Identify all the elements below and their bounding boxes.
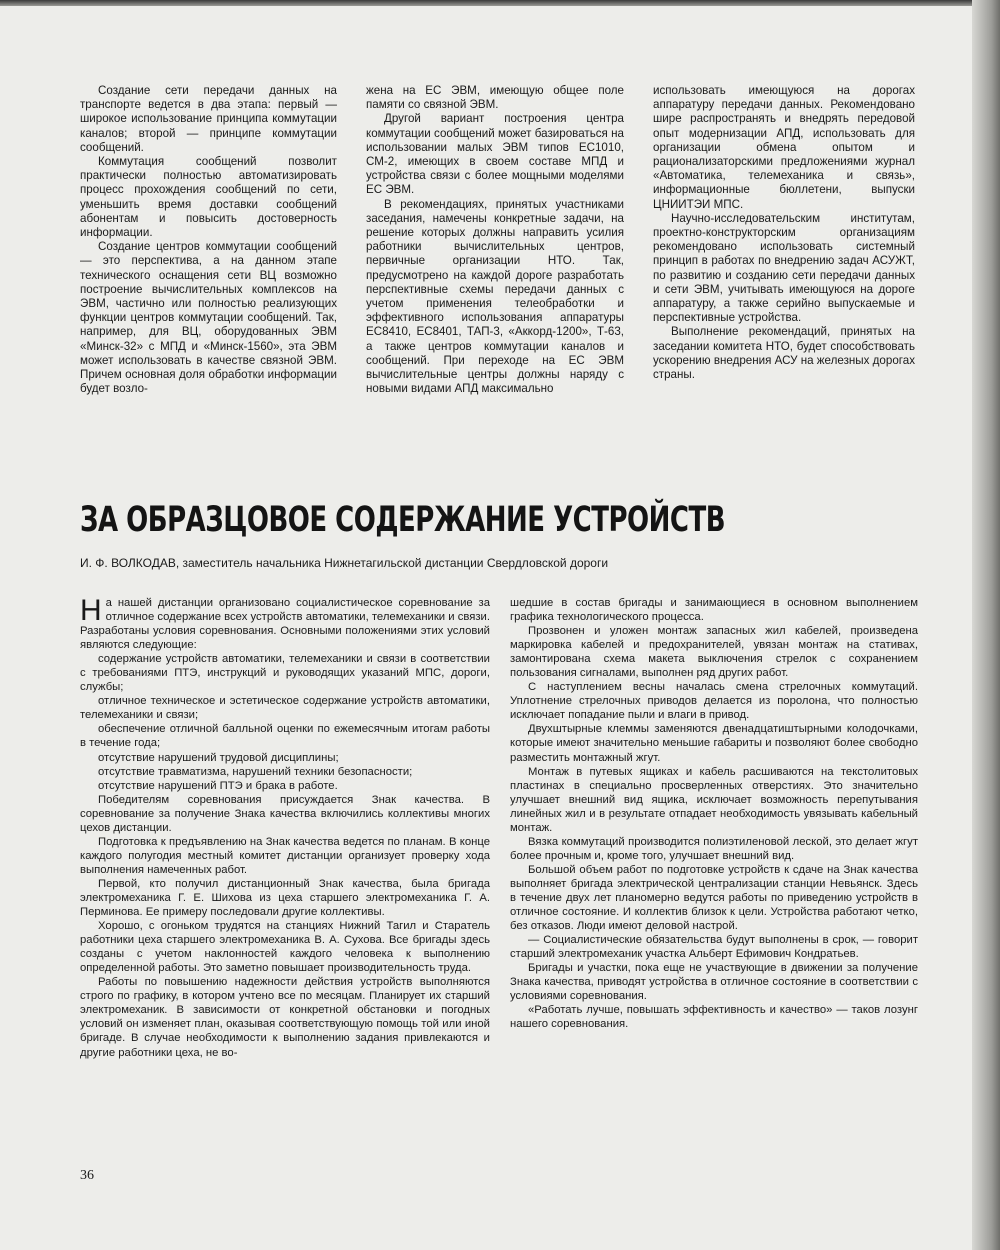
top-column-2 [366,84,624,396]
paragraph: Выполнение рекомендаций, принятых на заседании комитета НТО, будет способствовать ускорению внедрения АСУ на железных дорогах страны. [653,325,915,382]
paragraph: — Социалистические обязательства будут выполнены в срок, — говорит старший электромеханик участка Альберт Ефимович Кондратьев. [510,934,918,961]
paragraph: Первой, кто получил дистанционный Знак качества, была бригада электромеханика Г. Е. Шихова из цеха старшего электромеханика Г. А. Перминова. Ее примеру последовали другие коллективы. [80,877,490,919]
paragraph: Создание сети передачи данных на транспорте ведется в два этапа: первый — широкое использование принципа коммутации каналов; второй — принципе коммутации сообщений. [80,84,337,154]
paragraph: отсутствие травматизма, нарушений техники безопасности; [98,765,413,778]
paragraph: использовать имеющуюся на дорогах аппаратуру передачи данных. Рекомендовано шире распространять и внедрять передовой опыт модернизации АПД, использовать для организации обмена опытом и рационализаторскими предложениями журнал «Автоматика, телемеханика и связь», информационные бюллетени, выпуски ЦНИИТЭИ МПС. [653,84,915,211]
paragraph: Двухштырные клеммы заменяются двенадцатиштырными колодочками, которые имеют значительно меньшие габариты и позволяют более свободно разместить монтажный жгут. [510,723,918,764]
paragraph: В рекомендациях, принятых участниками заседания, намечены конкретные задачи, на решение которых должны направить усилия работники вычислительных центров, первичные организации НТО. Так, предусмотрено на каждой дороге разработать перспективные схемы передачи данных с учетом применения телеобработки и эффективного использования аппаратуры ЕС8410, ЕС8401, ТАП-3, «Аккорд-1200», Т-63, а также центров коммутации каналов и сообщений. При переходе на ЕС ЭВМ вычислительные центры должны наряду с новыми видами АПД максимально [366,197,624,396]
paragraph: Вязка коммутаций производится полиэтиленовой леской, это делает жгут более прочным и, кроме того, улучшает внешний вид. [510,835,918,862]
paragraph: С наступлением весны началась смена стрелочных коммутаций. Уплотнение стрелочных приводов делается из поролона, что полностью исключает попадание пыли и влаги в привод. [510,681,918,722]
paragraph: содержание устройств автоматики, телемеханики и связи в соответствии с требованиями ПТЭ, инструкций и руководящих указаний МПС, дороги, службы; [80,653,490,694]
paragraph [80,596,490,652]
paragraph: Бригады и участки, пока еще не участвующие в движении за получение Знака качества, приводят устройства в отличное состояние в соответствии с условиями соревнования. [510,962,918,1003]
page-top-edge [0,0,1000,6]
paragraph: жена на ЕС ЭВМ, имеющую общее поле памяти со связной ЭВМ. [366,84,624,112]
page-number: 36 [80,1168,94,1183]
paragraph: Большой объем работ по подготовке устройств к сдаче на Знак качества выполняет бригада электрической централизации станции Невьянск. Здесь в течение двух лет планомерно ведутся работы по приведению устройств в отличное состояние. И коллектив близок к цели. Устройства работают четко, без отказов. Люди имеют деловой настрой. [510,863,918,933]
paragraph: «Работать лучше, повышать эффективность и качество» — таков лозунг нашего соревнования. [510,1004,918,1031]
paragraph: Другой вариант построения центра коммутации сообщений может базироваться на использовании малых ЭВМ типов ЕС1010, СМ-2, имеющих в своем составе МПД и устройства связи с более мощными моделями ЕС ЭВМ. [366,112,624,197]
paragraph: отличное техническое и эстетическое содержание устройств автоматики, телемеханики и связи; [80,695,490,722]
paragraph: Прозвонен и уложен монтаж запасных жил кабелей, произведена маркировка кабелей и предохранителей, увязан монтаж на стативах, замонтирована схема макета выключения стрелок с сохранением пользования сигналами, выполнен ряд других работ. [510,625,918,680]
paragraph: отсутствие нарушений ПТЭ и брака в работе. [98,779,338,792]
article-column-2 [510,596,918,1031]
paragraph: обеспечение отличной балльной оценки по ежемесячным итогам работы в течение года; [80,723,490,750]
top-column-3 [653,84,915,382]
paragraph: Работы по повышению надежности действия устройств выполняются строго по графику, в котором учтено все по месяцам. Планирует их старший электромеханик. В зависимости от конкретной обстановки и погодных условий он изменяет план, оказывая соответствующую помощь той или иной бригаде. В случае необходимости к выполнению задания привлекаются и другие работники цеха, не во- [80,976,490,1059]
paragraph-text: а нашей дистанции организовано социалистическое соревнование за отличное содержание всех устройств автоматики, телемеханики и связи. Разработаны условия соревнования. Основными положениями этих условий являются следующие: [80,597,490,652]
paragraph: Монтаж в путевых ящиках и кабель расшиваются на текстолитовых пластинах в специально просверленных отверстиях. Это значительно улучшает внешний вид ящика, исключает возможность перепутывания линейных жил и в результате отпадает необходимость увязывать кабельный монтаж. [510,765,918,834]
article-title: ЗА ОБРАЗЦОВОЕ СОДЕРЖАНИЕ УСТРОЙСТВ [80,500,726,541]
paragraph: Подготовка к предъявлению на Знак качества ведется по планам. В конце каждого полугодия местный комитет дистанции организует проверку хода выполнения намеченных работ. [80,835,490,876]
paragraph: Научно-исследовательским институтам, проектно-конструкторским организациям рекомендовано использовать системный принцип в работах по внедрению задач АСУЖТ, по развитию и созданию сети передачи данных и сети ЭВМ, учитывать имеющуюся на дороге аппаратуру, а также серийно выпускаемые и перспективные устройства. [653,211,915,325]
article-column-1 [80,596,490,1060]
paragraph: отсутствие нарушений трудовой дисциплины; [98,751,339,764]
article-byline: И. Ф. ВОЛКОДАВ, заместитель начальника Нижнетагильской дистанции Свердловской дороги [80,556,609,570]
paragraph: Коммутация сообщений позволит практически полностью автоматизировать процесс прохождения сообщений по сети, уменьшить время доставки сообщений абонентам и повысить достоверность информации. [80,155,337,240]
page-binding-shadow [972,0,1000,1250]
top-column-1 [80,84,337,396]
paragraph: Хорошо, с огоньком трудятся на станциях Нижний Тагил и Старатель работники цеха старшего электромеханика В. А. Сухова. Все бригады здесь созданы с учетом наклонностей каждого человека к выполнению определенной работы. Это заметно повышает производительность труда. [80,920,490,975]
drop-cap: Н [80,594,102,627]
paragraph: Создание центров коммутации сообщений — это перспектива, а на данном этапе технического оснащения сети ВЦ возможно построение вычислительных комплексов на ЭВМ, частично или полностью реализующих функции центров коммутации сообщений. Так, например, для ВЦ, оборудованных ЭВМ «Минск-32» с МПД и «Минск-1560», эта ЭВМ может использовать в качестве связной ЭВМ. Причем основная доля обработки информации будет возло- [80,240,337,396]
paragraph: Победителям соревнования присуждается Знак качества. В соревнование за получение Знака качества включились коллективы многих цехов дистанции. [80,793,490,834]
paragraph: шедшие в состав бригады и занимающиеся в основном выполнением графика технологического процесса. [510,597,918,624]
